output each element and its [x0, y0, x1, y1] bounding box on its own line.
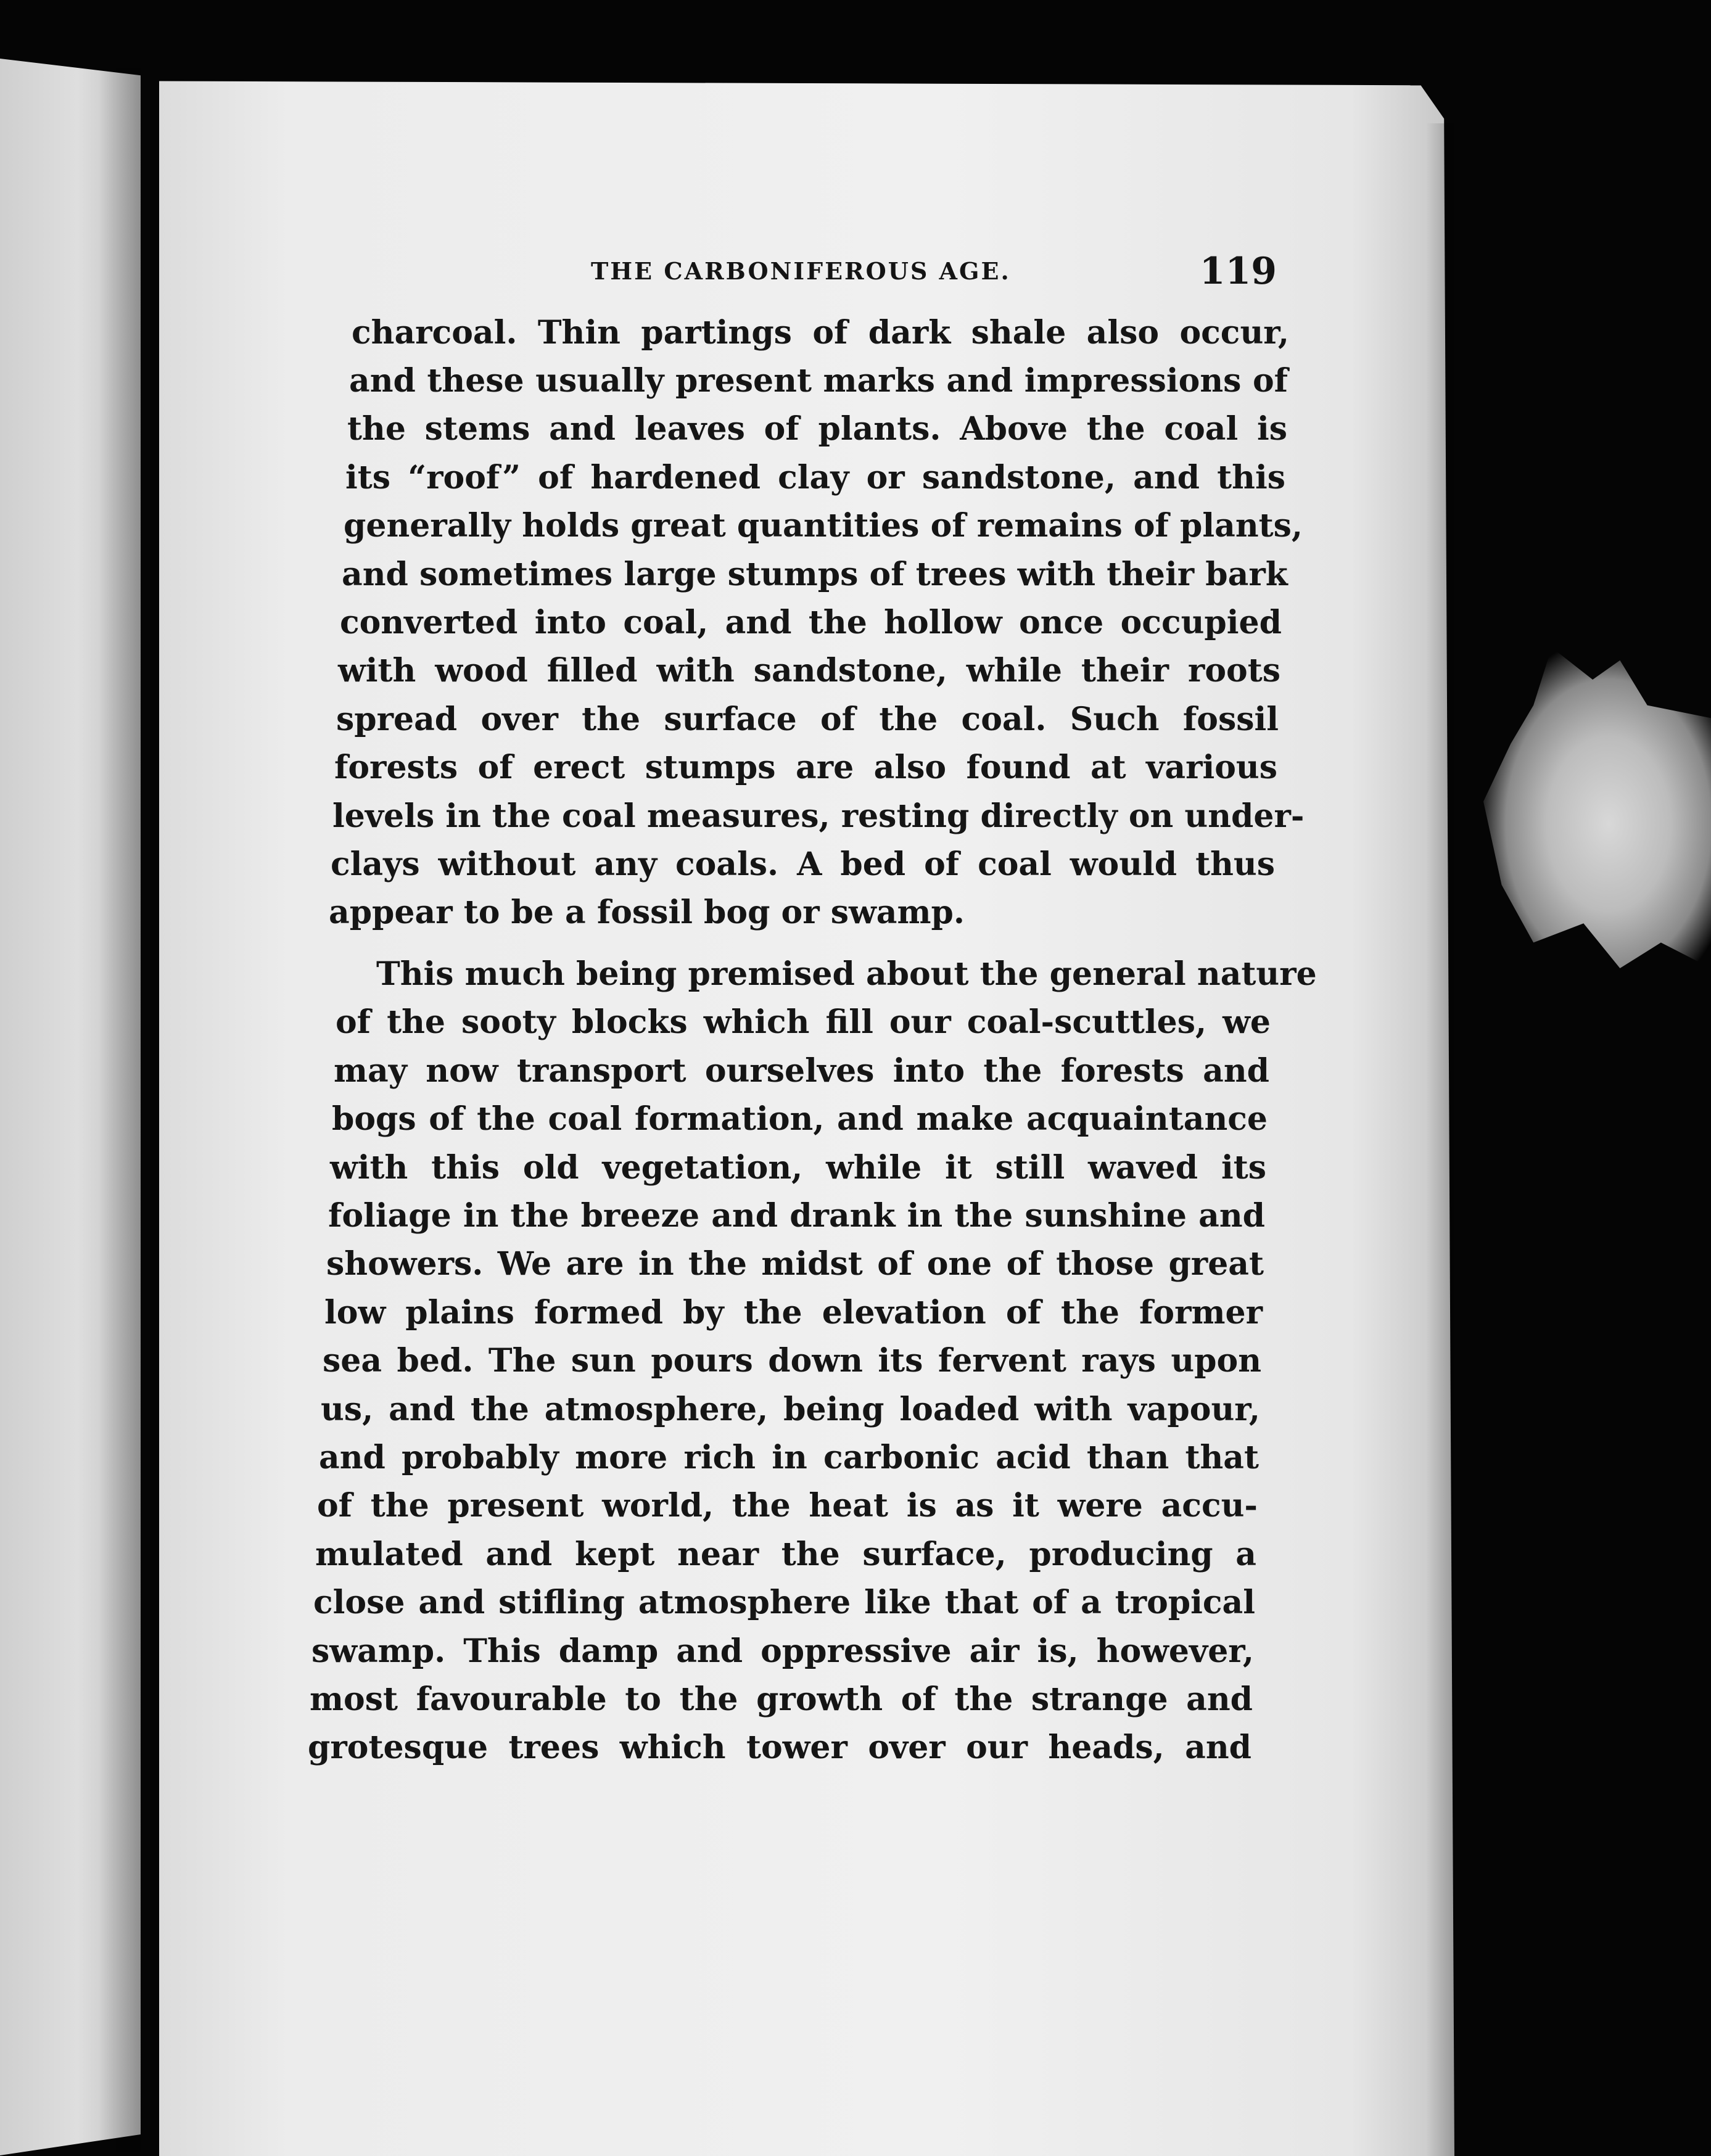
text-line: appear to be a fossil bog or swamp. — [329, 894, 965, 931]
running-head: THE CARBONIFEROUS AGE. — [591, 257, 1011, 285]
text-line: showers. We are in the midst of one of those great — [326, 1245, 1264, 1283]
text-line: charcoal. Thin partings of dark shale also occur, — [352, 314, 1289, 352]
text-line: swamp. This damp and oppressive air is, however, — [311, 1632, 1254, 1670]
text-line: clays without any coals. A bed of coal would thus — [331, 846, 1275, 883]
text-line: grotesque trees which tower over our heads, and — [308, 1729, 1251, 1766]
text-line: us, and the atmosphere, being loaded with vapour, — [321, 1391, 1260, 1428]
text-line: its “roof” of hardened clay or sandstone, and this — [345, 459, 1285, 496]
text-line: with wood filled with sandstone, while their roots — [338, 652, 1280, 689]
text-line: low plains formed by the elevation of the former — [324, 1294, 1263, 1331]
text-line: most favourable to the growth of the strange and — [310, 1681, 1253, 1718]
text-line: with this old vegetation, while it still waved its — [330, 1149, 1266, 1187]
text-line: levels in the coal measures, resting directly on under- — [332, 797, 1305, 835]
text-line: spread over the surface of the coal. Such fossil — [336, 701, 1279, 738]
text-line: forests of erect stumps are also found at various — [334, 749, 1277, 786]
text-line: converted into coal, and the hollow once occupied — [340, 604, 1282, 641]
text-line: may now transport ourselves into the forests and — [334, 1052, 1269, 1090]
text-line: foliage in the breeze and drank in the sunshine and — [328, 1197, 1265, 1235]
text-line: bogs of the coal formation, and make acquaintance — [332, 1100, 1268, 1138]
page-number: 119 — [1199, 250, 1277, 293]
text-line: and probably more rich in carbonic acid than that — [319, 1439, 1259, 1476]
text-line: of the sooty blocks which fill our coal-scuttles, we — [336, 1003, 1271, 1041]
text-line: sea bed. The sun pours down its fervent rays upon — [323, 1342, 1261, 1380]
text-line: generally holds great quantities of remains of plants, — [344, 507, 1303, 545]
text-line: of the present world, the heat is as it were accu- — [317, 1487, 1258, 1524]
text-line: mulated and kept near the surface, producing a — [315, 1536, 1256, 1573]
text-line: This much being premised about the general nature — [376, 955, 1317, 993]
text-line: and sometimes large stumps of trees with their bark — [342, 556, 1288, 593]
text-line: the stems and leaves of plants. Above the coal is — [347, 410, 1287, 448]
text-line: close and stifling atmosphere like that of a tropical — [313, 1584, 1255, 1621]
text-line: and these usually present marks and impressions of — [349, 362, 1288, 400]
